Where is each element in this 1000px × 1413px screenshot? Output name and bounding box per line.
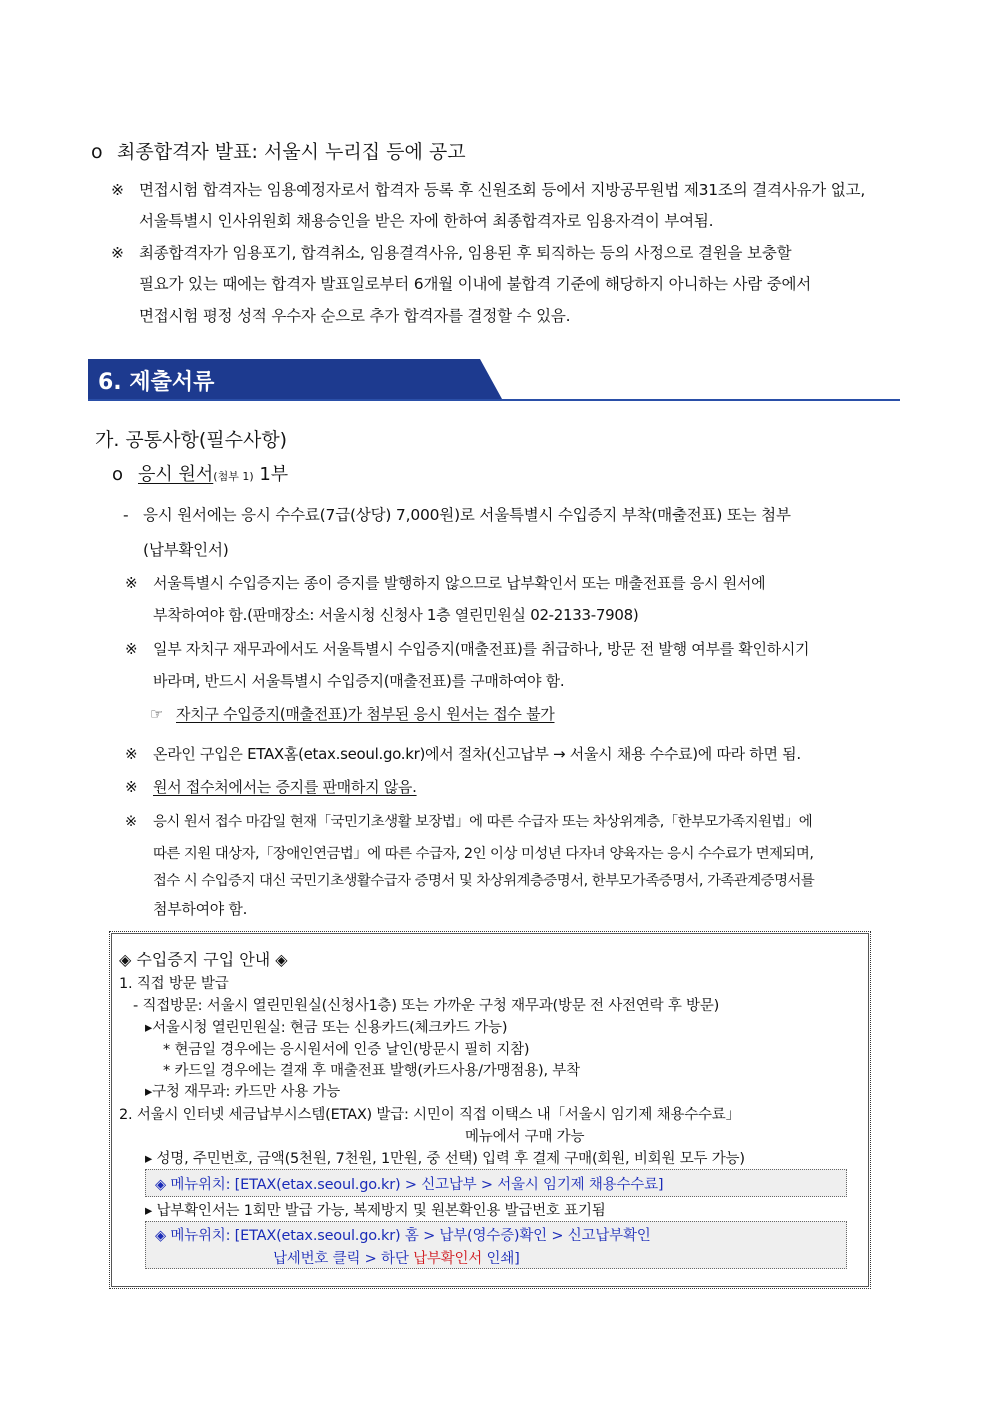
final-heading: o 최종합격자 발표: 서울시 누리집 등에 공고 xyxy=(91,141,466,163)
note-1-cont: 부착하여야 함.(판매장소: 서울시청 신청사 1층 열린민원실 02-2133-7908) xyxy=(153,606,639,624)
common-heading: 가. 공통사항(필수사항) xyxy=(95,429,288,451)
menu-location-2: ◈ 메뉴위치: [ETAX(etax.seoul.go.kr) 홈 > 납부(영수증)확인 > 신고납부확인 xyxy=(155,1228,651,1244)
guide-title: ◈ 수입증지 구입 안내 ◈ xyxy=(119,950,288,969)
note-3: ※ 온라인 구입은 ETAX홈(etax.seoul.go.kr)에서 절차(신고납부 → 서울시 채용 수수료)에 따라 하면 됨. xyxy=(125,745,801,763)
application-label: 응시 원서 xyxy=(138,464,214,485)
final-bullet: o xyxy=(91,141,103,163)
note-2: ※ 일부 자치구 재무과에서도 서울특별시 수입증지(매출전표)를 취급하나, 방문 전 발행 여부를 확인하시기 xyxy=(125,640,810,658)
guide-visit: - 직접방문: 서울시 열린민원실(신청사1층) 또는 가까운 구청 재무과(방문 전 사전연락 후 방문) xyxy=(133,998,720,1014)
final-note-2: ※ 최종합격자가 임용포기, 합격취소, 임용결격사유, 임용된 후 퇴직하는 등의 사정으로 결원을 보충할 xyxy=(111,244,792,262)
guide-cityhall: ▸서울시청 열린민원실: 현금 또는 신용카드(체크카드 가능) xyxy=(145,1020,508,1036)
guide-section-2-cont: 메뉴에서 구매 가능 xyxy=(465,1129,585,1145)
section-header xyxy=(88,359,900,403)
note-2-cont: 바라며, 반드시 서울특별시 수입증지(매출전표)를 구매하여야 함. xyxy=(153,672,565,690)
final-note-2-cont2: 면접시험 평정 성적 우수자 순으로 추가 합격자를 결정할 수 있음. xyxy=(139,307,571,325)
guide-card: * 카드일 경우에는 결재 후 매출전표 발행(카드사용/가맹점용), 부착 xyxy=(163,1063,580,1079)
guide-section-2: 2. 서울시 인터넷 세금납부시스템(ETAX) 발급: 시민이 직접 이택스 내「서울시 임기제 채용수수료」 xyxy=(119,1107,740,1123)
final-note-1-cont: 서울특별시 인사위원회 채용승인을 받은 자에 한하여 최종합격자로 임용자격이 부여됨. xyxy=(139,212,714,230)
note-2-warning: ☞ 자치구 수입증지(매출전표)가 첨부된 응시 원서는 접수 불가 xyxy=(150,705,555,723)
final-note-1: ※ 면접시험 합격자는 임용예정자로서 합격자 등록 후 신원조회 등에서 지방공무원법 제31조의 결격사유가 없고, xyxy=(111,181,866,199)
menu-location-1: ◈ 메뉴위치: [ETAX(etax.seoul.go.kr) > 신고납부 > 서울시 임기제 채용수수료] xyxy=(155,1177,664,1193)
note-4: ※ 원서 접수처에서는 증지를 판매하지 않음. xyxy=(125,778,417,796)
application-desc-cont: (납부확인서) xyxy=(143,541,229,559)
guide-district: ▸구청 재무과: 카드만 사용 가능 xyxy=(145,1084,341,1100)
note-5-cont3: 첨부하여야 함. xyxy=(153,900,248,918)
menu-location-2-cont: 납세번호 클릭 > 하단 납부확인서 인쇄] xyxy=(273,1251,520,1267)
guide-receipt-note: ▸ 납부확인서는 1회만 발급 가능, 복제방지 및 원본확인용 발급번호 표기됨 xyxy=(145,1203,606,1219)
final-note-2-cont: 필요가 있는 때에는 합격자 발표일로부터 6개월 이내에 불합격 기준에 해당하지 아니하는 사람 중에서 xyxy=(139,275,812,293)
note-5-cont: 따른 지원 대상자,「장애인연금법」에 따른 수급자, 2인 이상 미성년 다자녀 양육자는 응시 수수료가 면제되며, xyxy=(153,846,814,862)
note-5: ※ 응시 원서 접수 마감일 현재「국민기초생활 보장법」에 따른 수급자 또는 차상위계층,「한부모가족지원법」에 xyxy=(125,814,813,830)
application-item: o 응시 원서(첨부 1) 1부 xyxy=(112,464,289,485)
pointing-hand-icon: ☞ xyxy=(150,705,164,723)
note-5-cont2: 접수 시 수입증지 대신 국민기초생활수급자 증명서 및 차상위계층증명서, 한부모가족증명서, 가족관계증명서를 xyxy=(153,873,815,889)
application-desc: - 응시 원서에는 응시 수수료(7급(상당) 7,000원)로 서울특별시 수입증지 부착(매출전표) 또는 첨부 xyxy=(123,506,791,524)
guide-section-1: 1. 직접 방문 발급 xyxy=(119,976,229,992)
section-title: 6. 제출서류 xyxy=(98,370,215,395)
note-1: ※ 서울특별시 수입증지는 종이 증지를 발행하지 않으므로 납부확인서 또는 매출전표를 응시 원서에 xyxy=(125,574,766,592)
guide-cash: * 현금일 경우에는 응시원서에 인증 날인(방문시 필히 지참) xyxy=(163,1042,530,1058)
guide-etax-input: ▸ 성명, 주민번호, 금액(5천원, 7천원, 1만원, 중 선택) 입력 후 결제 구매(회원, 비회원 모두 가능) xyxy=(145,1151,745,1167)
